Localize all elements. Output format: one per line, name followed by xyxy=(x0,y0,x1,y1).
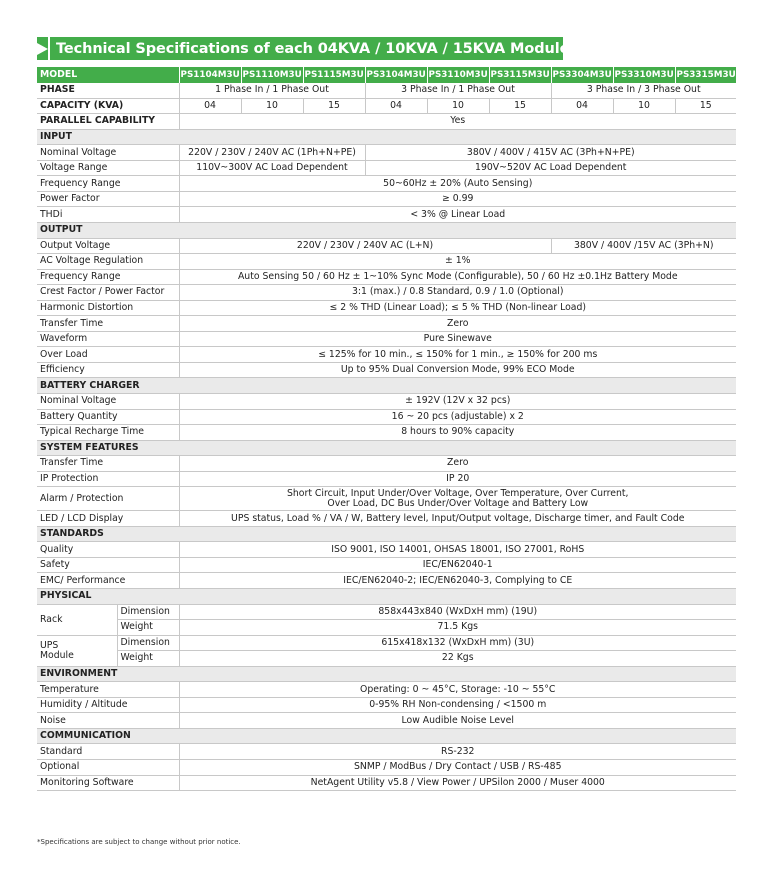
row-label: Output Voltage xyxy=(37,238,179,254)
table-row xyxy=(37,98,736,114)
section-title: PHYSICAL xyxy=(37,589,736,605)
alarm-line: Short Circuit, Input Under/Over Voltage, Over Temperature, Over Current, xyxy=(287,487,629,499)
table-row xyxy=(37,425,736,441)
row-value: ± 1% xyxy=(179,254,736,270)
table-row xyxy=(37,347,736,363)
row-value: 220V / 230V / 240V AC (1Ph+N+PE) xyxy=(179,145,365,161)
ups-module-label-line: UPS xyxy=(40,639,59,651)
table-row xyxy=(37,697,736,713)
page-title: Technical Specifications of each 04KVA / 10KVA / 15KVA Module (3U) xyxy=(56,40,609,57)
capacity-cell: 15 xyxy=(675,98,736,114)
table-row xyxy=(37,620,736,636)
table-row xyxy=(37,176,736,192)
row-label: Typical Recharge Time xyxy=(37,425,179,441)
table-row xyxy=(37,269,736,285)
section-title: ENVIRONMENT xyxy=(37,666,736,682)
section-header xyxy=(37,440,736,456)
row-value: Zero xyxy=(179,316,736,332)
row-label: Frequency Range xyxy=(37,269,179,285)
row-label: CAPACITY (KVA) xyxy=(37,98,179,114)
row-value: SNMP / ModBus / Dry Contact / USB / RS-485 xyxy=(179,760,736,776)
row-value: 615x418x132 (WxDxH mm) (3U) xyxy=(179,635,736,651)
section-header xyxy=(37,526,736,542)
model-cell: PS3304M3U xyxy=(551,67,613,83)
row-value: 0-95% RH Non-condensing / <1500 m xyxy=(179,697,736,713)
row-value: IEC/EN62040-1 xyxy=(179,557,736,573)
capacity-cell: 10 xyxy=(427,98,489,114)
row-value: IEC/EN62040-2; IEC/EN62040-3, Complying to CE xyxy=(179,573,736,589)
ups-module-label-line: Module xyxy=(40,649,74,661)
row-value: Auto Sensing 50 / 60 Hz ± 1~10% Sync Mode (Configurable), 50 / 60 Hz ±0.1Hz Battery Mode xyxy=(179,269,736,285)
row-label: EMC/ Performance xyxy=(37,573,179,589)
section-title: COMMUNICATION xyxy=(37,728,736,744)
table-row xyxy=(37,300,736,316)
table-row xyxy=(37,471,736,487)
row-label: Monitoring Software xyxy=(37,775,179,791)
spec-table xyxy=(37,67,736,791)
capacity-cell: 15 xyxy=(303,98,365,114)
row-label: Efficiency xyxy=(37,362,179,378)
table-row xyxy=(37,682,736,698)
table-row xyxy=(37,635,736,651)
row-label: Alarm / Protection xyxy=(37,487,179,511)
table-row xyxy=(37,760,736,776)
row-value: 50~60Hz ± 20% (Auto Sensing) xyxy=(179,176,736,192)
table-row xyxy=(37,573,736,589)
row-label: Battery Quantity xyxy=(37,409,179,425)
row-label: Nominal Voltage xyxy=(37,145,179,161)
section-title: STANDARDS xyxy=(37,526,736,542)
row-value: 8 hours to 90% capacity xyxy=(179,425,736,441)
row-value: Operating: 0 ~ 45°C, Storage: -10 ~ 55°C xyxy=(179,682,736,698)
row-value: 22 Kgs xyxy=(179,651,736,667)
section-title: BATTERY CHARGER xyxy=(37,378,736,394)
table-row xyxy=(37,83,736,99)
table-row xyxy=(37,160,736,176)
model-cell: PS1115M3U xyxy=(303,67,365,83)
capacity-cell: 15 xyxy=(489,98,551,114)
table-row xyxy=(37,409,736,425)
play-arrow-icon xyxy=(37,37,50,60)
ups-module-label xyxy=(37,635,117,666)
table-row xyxy=(37,191,736,207)
footnote: *Specifications are subject to change without prior notice. xyxy=(37,838,241,846)
model-cell: PS3115M3U xyxy=(489,67,551,83)
model-cell: PS3315M3U xyxy=(675,67,736,83)
row-value: 380V / 400V /15V AC (3Ph+N) xyxy=(551,238,736,254)
row-label: Safety xyxy=(37,557,179,573)
row-value xyxy=(179,487,736,511)
table-row xyxy=(37,393,736,409)
sub-label: Weight xyxy=(117,651,179,667)
row-value: 3 Phase In / 3 Phase Out xyxy=(551,83,736,99)
row-value: 3:1 (max.) / 0.8 Standard, 0.9 / 1.0 (Optional) xyxy=(179,285,736,301)
row-value: 1 Phase In / 1 Phase Out xyxy=(179,83,365,99)
sub-label: Dimension xyxy=(117,604,179,620)
row-label: Transfer Time xyxy=(37,456,179,472)
model-cell: PS1104M3U xyxy=(179,67,241,83)
row-value: ISO 9001, ISO 14001, OHSAS 18001, ISO 27001, RoHS xyxy=(179,542,736,558)
table-row xyxy=(37,744,736,760)
table-row xyxy=(37,331,736,347)
table-row xyxy=(37,316,736,332)
row-label: AC Voltage Regulation xyxy=(37,254,179,270)
section-header xyxy=(37,666,736,682)
table-row xyxy=(37,604,736,620)
row-value: 16 ~ 20 pcs (adjustable) x 2 xyxy=(179,409,736,425)
table-row xyxy=(37,511,736,527)
table-row xyxy=(37,254,736,270)
row-value: Up to 95% Dual Conversion Mode, 99% ECO Mode xyxy=(179,362,736,378)
row-label: Optional xyxy=(37,760,179,776)
section-header xyxy=(37,222,736,238)
table-row xyxy=(37,114,736,130)
model-cell: PS1110M3U xyxy=(241,67,303,83)
sub-label: Dimension xyxy=(117,635,179,651)
row-value: ≤ 125% for 10 min., ≤ 150% for 1 min., ≥ 150% for 200 ms xyxy=(179,347,736,363)
section-title: SYSTEM FEATURES xyxy=(37,440,736,456)
row-value: 220V / 230V / 240V AC (L+N) xyxy=(179,238,551,254)
row-value: 190V~520V AC Load Dependent xyxy=(365,160,736,176)
capacity-cell: 04 xyxy=(365,98,427,114)
row-label: Noise xyxy=(37,713,179,729)
rack-label: Rack xyxy=(37,604,117,635)
table-row xyxy=(37,487,736,511)
capacity-cell: 04 xyxy=(179,98,241,114)
table-row xyxy=(37,557,736,573)
row-label: Power Factor xyxy=(37,191,179,207)
table-row xyxy=(37,542,736,558)
row-value: ≤ 2 % THD (Linear Load); ≤ 5 % THD (Non-linear Load) xyxy=(179,300,736,316)
row-label: Harmonic Distortion xyxy=(37,300,179,316)
row-value: 71.5 Kgs xyxy=(179,620,736,636)
row-label: Voltage Range xyxy=(37,160,179,176)
row-value: IP 20 xyxy=(179,471,736,487)
row-value: 3 Phase In / 1 Phase Out xyxy=(365,83,551,99)
row-label: PARALLEL CAPABILITY xyxy=(37,114,179,130)
section-header xyxy=(37,378,736,394)
table-row xyxy=(37,238,736,254)
row-label: Crest Factor / Power Factor xyxy=(37,285,179,301)
capacity-cell: 04 xyxy=(551,98,613,114)
row-label: Humidity / Altitude xyxy=(37,697,179,713)
table-row xyxy=(37,713,736,729)
model-cell: PS3110M3U xyxy=(427,67,489,83)
row-label: Transfer Time xyxy=(37,316,179,332)
section-header xyxy=(37,589,736,605)
table-row xyxy=(37,456,736,472)
row-value: 110V~300V AC Load Dependent xyxy=(179,160,365,176)
row-value: RS-232 xyxy=(179,744,736,760)
row-label: Nominal Voltage xyxy=(37,393,179,409)
row-label: Standard xyxy=(37,744,179,760)
row-label: PHASE xyxy=(37,83,179,99)
alarm-line: Over Load, DC Bus Under/Over Voltage and Battery Low xyxy=(327,497,589,509)
row-label: Frequency Range xyxy=(37,176,179,192)
row-label: Waveform xyxy=(37,331,179,347)
table-row xyxy=(37,285,736,301)
row-value: Yes xyxy=(179,114,736,130)
row-label: Over Load xyxy=(37,347,179,363)
section-header xyxy=(37,129,736,145)
table-row xyxy=(37,207,736,223)
row-value: < 3% @ Linear Load xyxy=(179,207,736,223)
row-value: Pure Sinewave xyxy=(179,331,736,347)
row-value: 858x443x840 (WxDxH mm) (19U) xyxy=(179,604,736,620)
row-value: Zero xyxy=(179,456,736,472)
capacity-cell: 10 xyxy=(613,98,675,114)
row-label: THDi xyxy=(37,207,179,223)
section-title: INPUT xyxy=(37,129,736,145)
model-cell: PS3104M3U xyxy=(365,67,427,83)
row-value: 380V / 400V / 415V AC (3Ph+N+PE) xyxy=(365,145,736,161)
row-label: Quality xyxy=(37,542,179,558)
sub-label: Weight xyxy=(117,620,179,636)
section-header xyxy=(37,728,736,744)
row-value: UPS status, Load % / VA / W, Battery level, Input/Output voltage, Discharge timer, and Fault Code xyxy=(179,511,736,527)
row-value: ± 192V (12V x 32 pcs) xyxy=(179,393,736,409)
row-value: Low Audible Noise Level xyxy=(179,713,736,729)
table-row xyxy=(37,67,736,83)
row-value: ≥ 0.99 xyxy=(179,191,736,207)
table-row xyxy=(37,145,736,161)
table-row xyxy=(37,775,736,791)
section-title: OUTPUT xyxy=(37,222,736,238)
row-label: IP Protection xyxy=(37,471,179,487)
row-label: LED / LCD Display xyxy=(37,511,179,527)
model-cell: PS3310M3U xyxy=(613,67,675,83)
row-label: Temperature xyxy=(37,682,179,698)
page-banner xyxy=(37,37,609,60)
table-row xyxy=(37,651,736,667)
header-model-label: MODEL xyxy=(37,67,179,83)
table-row xyxy=(37,362,736,378)
capacity-cell: 10 xyxy=(241,98,303,114)
row-value: NetAgent Utility v5.8 / View Power / UPSilon 2000 / Muser 4000 xyxy=(179,775,736,791)
